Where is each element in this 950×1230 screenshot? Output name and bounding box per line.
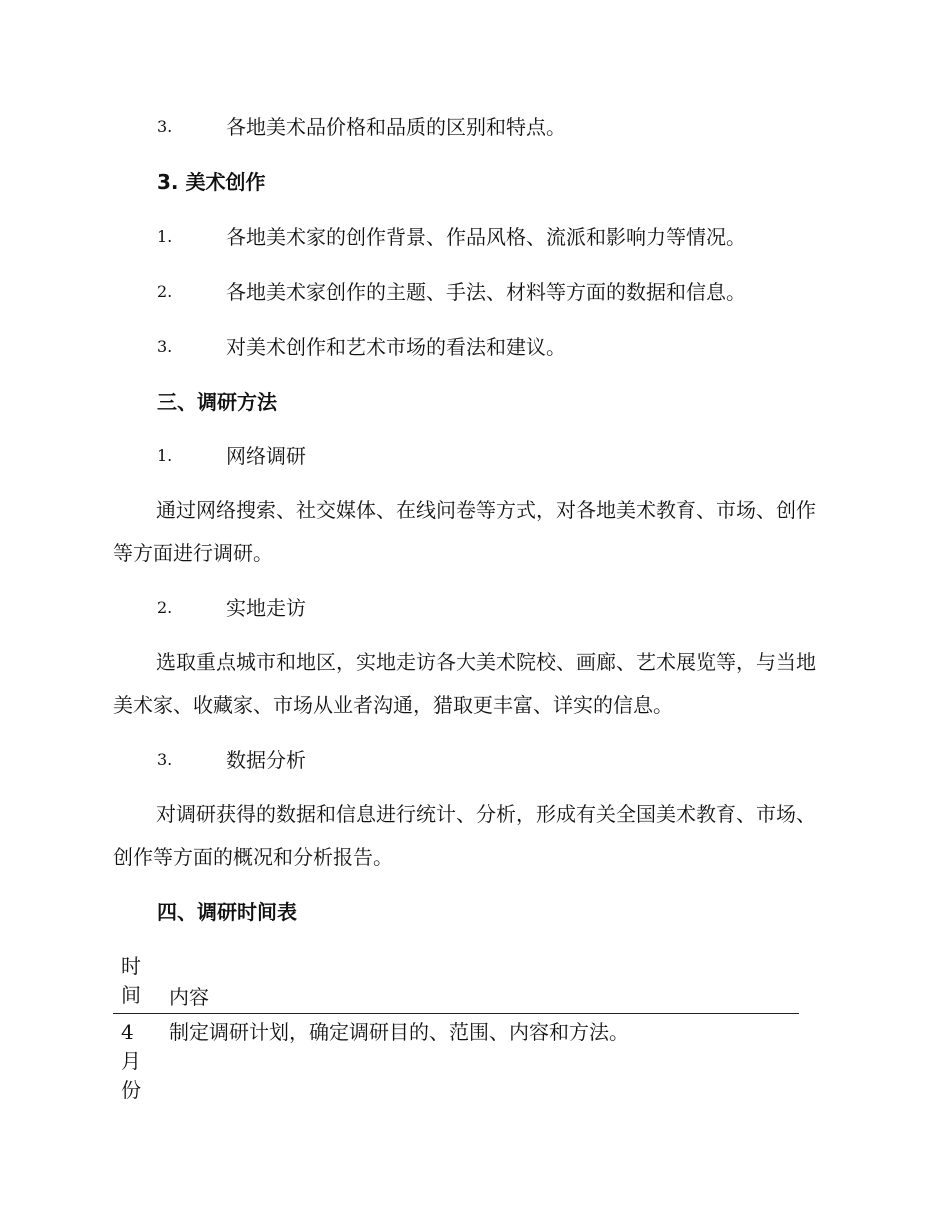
- table-cell-content: 制定调研计划，确定调研目的、范围、内容和方法。: [169, 1020, 629, 1044]
- list-number: 1.: [157, 227, 173, 246]
- list-item-text: 数据分析: [226, 748, 306, 772]
- section-heading: 3. 美术创作: [157, 170, 266, 194]
- table-header-time: 时间: [121, 954, 141, 1007]
- list-item-text: 各地美术家的创作背景、作品风格、流派和影响力等情况。: [226, 225, 746, 249]
- table-cell-time: 4月份: [121, 1020, 141, 1102]
- list-number: 2.: [157, 282, 173, 301]
- list-number: 1.: [157, 446, 173, 465]
- list-number: 3.: [157, 117, 173, 136]
- table-header-rule: [113, 1013, 799, 1014]
- paragraph: 对调研获得的数据和信息进行统计、分析，形成有关全国美术教育、市场、创作等方面的概况和分析报告。: [113, 802, 816, 869]
- table-header-content: 内容: [169, 985, 209, 1009]
- list-number: 2.: [157, 598, 173, 617]
- paragraph: 选取重点城市和地区，实地走访各大美术院校、画廊、艺术展览等，与当地美术家、收藏家、市场从业者沟通，猎取更丰富、详实的信息。: [113, 650, 816, 717]
- list-item-text: 各地美术家创作的主题、手法、材料等方面的数据和信息。: [226, 280, 746, 304]
- list-number: 3.: [157, 337, 173, 356]
- list-item-text: 对美术创作和艺术市场的看法和建议。: [226, 335, 566, 359]
- list-number: 3.: [157, 750, 173, 769]
- list-item-text: 各地美术品价格和品质的区别和特点。: [226, 115, 566, 139]
- paragraph: 通过网络搜索、社交媒体、在线问卷等方式，对各地美术教育、市场、创作等方面进行调研。: [113, 498, 816, 565]
- section-heading: 四、调研时间表: [157, 900, 297, 924]
- section-heading: 三、调研方法: [157, 390, 277, 414]
- list-item-text: 网络调研: [226, 444, 306, 468]
- list-item-text: 实地走访: [226, 596, 306, 620]
